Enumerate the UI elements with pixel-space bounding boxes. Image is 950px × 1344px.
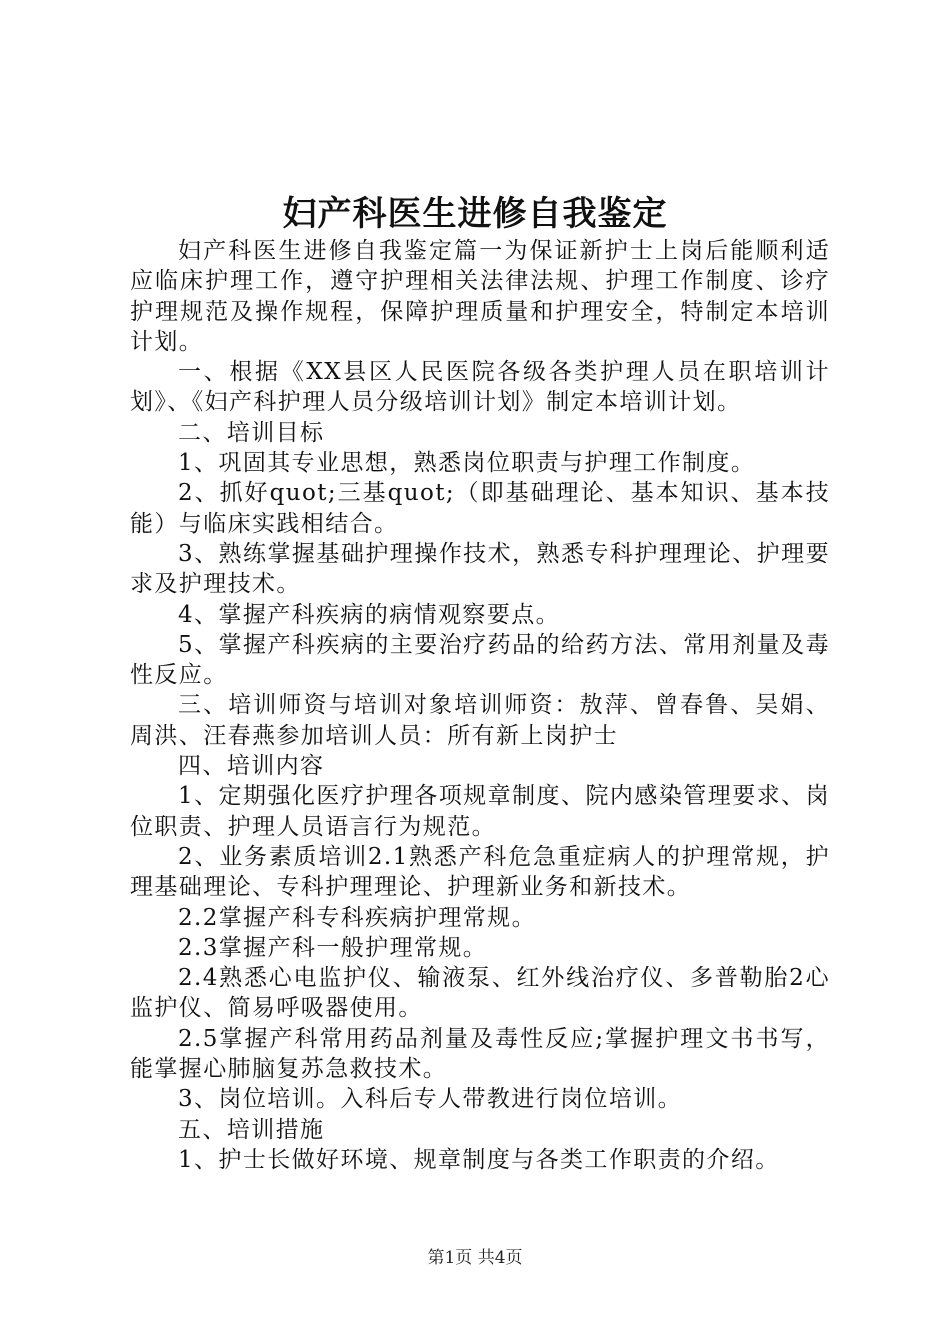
page-number-footer: 第1页 共4页 xyxy=(427,1248,523,1268)
list-item-content-2-5: 2.5掌握产科常用药品剂量及毒性反应;掌握护理文书书写，能掌握心肺脑复苏急救技术。 xyxy=(130,1025,830,1083)
list-item-content-1: 1、定期强化医疗护理各项规章制度、院内感染管理要求、岗位职责、护理人员语言行为规范。 xyxy=(130,783,830,840)
list-item-content-3: 3、岗位培训。入科后专人带教进行岗位培训。 xyxy=(178,1086,683,1113)
list-item-goal-5: 5、掌握产科疾病的主要治疗药品的给药方法、常用剂量及毒性反应。 xyxy=(130,631,830,689)
paragraph-intro: 妇产科医生进修自我鉴定篇一为保证新护士上岗后能顺利适应临床护理工作，遵守护理相关法律法规、护理工作制度、诊疗护理规范及操作规程，保障护理质量和护理安全，特制定本培训计划。 xyxy=(130,238,830,355)
heading-training-measures: 五、培训措施 xyxy=(178,1116,325,1143)
list-item-goal-3: 3、熟练掌握基础护理操作技术，熟悉专科护理理论、护理要求及护理技术。 xyxy=(130,540,830,598)
list-item-content-2: 2、业务素质培训2.1熟悉产科危急重症病人的护理常规，护理基础理论、专科护理理论、护理新业务和新技术。 xyxy=(130,843,830,901)
list-item-goal-2: 2、抓好quot;三基quot;（即基础理论、基本知识、基本技能）与临床实践相结合。 xyxy=(130,480,830,537)
list-item-content-2-3: 2.3掌握产科一般护理常规。 xyxy=(178,934,488,961)
document-body xyxy=(130,236,830,1175)
list-item-content-2-4: 2.4熟悉心电监护仪、输液泵、红外线治疗仪、多普勒胎2心监护仪、简易呼吸器使用。 xyxy=(130,965,830,1022)
list-item-measure-1: 1、护士长做好环境、规章制度与各类工作职责的介绍。 xyxy=(178,1146,780,1173)
heading-training-content: 四、培训内容 xyxy=(178,753,325,780)
list-item-content-2-2: 2.2掌握产科专科疾病护理常规。 xyxy=(178,904,536,931)
paragraph-section-3: 三、培训师资与培训对象培训师资：敖萍、曾春鲁、吴娟、周洪、汪春燕参加培训人员：所有新上岗护士 xyxy=(130,692,830,749)
list-item-goal-4: 4、掌握产科疾病的病情观察要点。 xyxy=(178,601,561,628)
list-item-goal-1: 1、巩固其专业思想，熟悉岗位职责与护理工作制度。 xyxy=(178,450,756,477)
paragraph-section-1: 一、根据《XX县区人民医院各级各类护理人员在职培训计划》、《妇产科护理人员分级培训计划》制定本培训计划。 xyxy=(130,359,830,416)
heading-training-goals: 二、培训目标 xyxy=(178,419,325,446)
document-title: 妇产科医生进修自我鉴定 xyxy=(282,194,668,234)
